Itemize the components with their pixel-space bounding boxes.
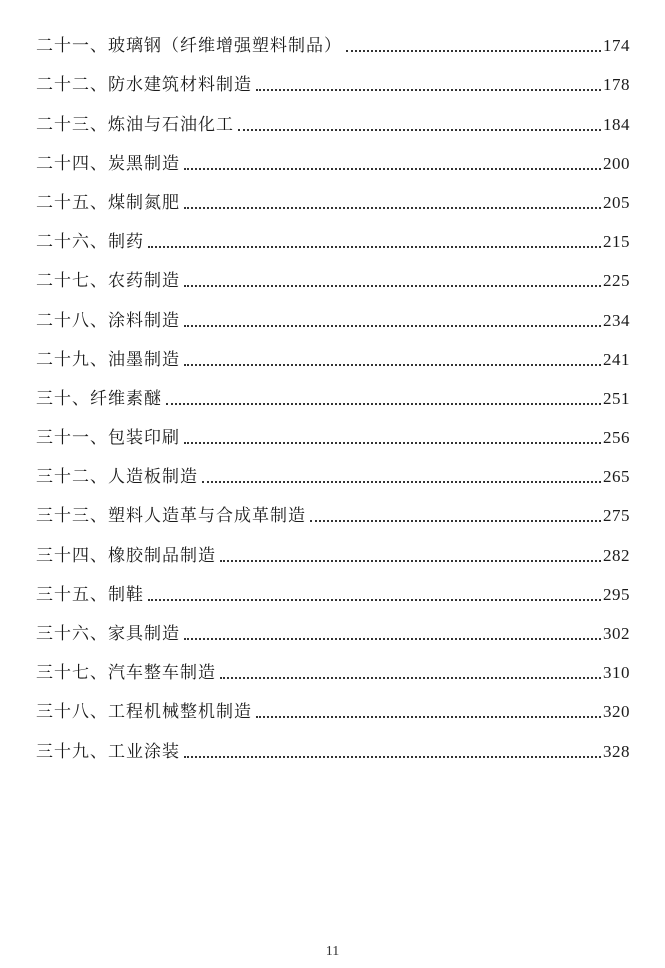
toc-entry[interactable] bbox=[36, 57, 630, 96]
toc-entry-title: 三十四、橡胶制品制造 bbox=[36, 545, 216, 566]
toc-entry-page: 265 bbox=[603, 467, 630, 487]
toc-entry-page: 225 bbox=[603, 271, 630, 291]
toc-entry-title: 三十六、家具制造 bbox=[36, 624, 180, 644]
toc-entry[interactable] bbox=[36, 18, 630, 57]
toc-entry[interactable] bbox=[36, 645, 630, 684]
toc-entry-page: 310 bbox=[603, 663, 630, 683]
toc-entry-title: 三十五、制鞋 bbox=[36, 584, 144, 605]
dot-leader bbox=[220, 677, 601, 679]
toc-entry[interactable] bbox=[36, 567, 630, 606]
toc-entry[interactable] bbox=[36, 410, 630, 449]
toc-entry-page: 215 bbox=[603, 232, 630, 252]
toc-entry-page: 184 bbox=[603, 114, 630, 134]
toc-entry[interactable] bbox=[36, 253, 630, 292]
toc-entry[interactable] bbox=[36, 96, 630, 135]
toc-entry-title: 三十、纤维素醚 bbox=[36, 388, 162, 409]
toc-entry[interactable] bbox=[36, 684, 630, 723]
toc-entry-title: 二十七、农药制造 bbox=[36, 271, 180, 292]
toc-entry-title: 二十四、炭黑制造 bbox=[36, 153, 180, 174]
toc-entry[interactable] bbox=[36, 488, 630, 527]
toc-entry-title: 二十八、涂料制造 bbox=[36, 310, 180, 331]
toc-entry-page: 302 bbox=[603, 624, 630, 643]
dot-leader bbox=[346, 50, 601, 52]
toc-entry-page: 328 bbox=[603, 741, 630, 761]
dot-leader bbox=[148, 246, 601, 248]
table-of-contents bbox=[36, 18, 630, 763]
toc-entry-page: 251 bbox=[603, 388, 630, 408]
toc-entry-page: 256 bbox=[603, 428, 630, 448]
dot-leader bbox=[184, 442, 601, 444]
dot-leader bbox=[184, 364, 601, 366]
toc-entry-title: 三十二、人造板制造 bbox=[36, 467, 198, 488]
toc-entry-page: 241 bbox=[603, 349, 630, 369]
toc-entry-page: 320 bbox=[603, 702, 630, 722]
dot-leader bbox=[184, 285, 601, 287]
dot-leader bbox=[256, 89, 601, 91]
dot-leader bbox=[238, 129, 601, 131]
dot-leader bbox=[148, 599, 601, 601]
toc-entry-title: 二十五、煤制氮肥 bbox=[36, 192, 180, 213]
footer-page-number: 11 bbox=[325, 944, 340, 959]
toc-entry[interactable] bbox=[36, 449, 630, 488]
dot-leader bbox=[202, 481, 601, 483]
toc-entry-title: 三十九、工业涂装 bbox=[36, 741, 180, 762]
toc-entry[interactable] bbox=[36, 332, 630, 371]
dot-leader bbox=[310, 520, 601, 522]
dot-leader bbox=[184, 168, 601, 170]
toc-entry[interactable] bbox=[36, 371, 630, 410]
toc-entry-page: 295 bbox=[603, 584, 630, 604]
toc-entry-title: 二十九、油墨制造 bbox=[36, 349, 180, 370]
toc-entry-title: 二十二、防水建筑材料制造 bbox=[36, 75, 252, 96]
toc-entry-page: 205 bbox=[603, 192, 630, 212]
toc-entry[interactable] bbox=[36, 175, 630, 214]
dot-leader bbox=[166, 403, 601, 405]
toc-entry[interactable] bbox=[36, 606, 630, 645]
dot-leader bbox=[184, 756, 601, 758]
toc-entry-title: 二十六、制药 bbox=[36, 232, 144, 253]
dot-leader bbox=[184, 325, 601, 327]
toc-entry[interactable] bbox=[36, 136, 630, 175]
toc-entry-title: 三十七、汽车整车制造 bbox=[36, 663, 216, 684]
toc-entry-page: 174 bbox=[603, 36, 630, 56]
toc-entry-title: 三十三、塑料人造革与合成革制造 bbox=[36, 506, 306, 527]
dot-leader bbox=[184, 207, 601, 209]
dot-leader bbox=[220, 560, 601, 562]
toc-entry-title: 三十八、工程机械整机制造 bbox=[36, 702, 252, 723]
toc-entry[interactable] bbox=[36, 292, 630, 331]
dot-leader bbox=[184, 638, 601, 640]
dot-leader bbox=[256, 716, 601, 718]
toc-entry-page: 200 bbox=[603, 153, 630, 173]
toc-entry[interactable] bbox=[36, 527, 630, 566]
toc-entry-title: 三十一、包装印刷 bbox=[36, 428, 180, 449]
toc-entry[interactable] bbox=[36, 723, 630, 762]
toc-entry-title: 二十一、玻璃钢（纤维增强塑料制品） bbox=[36, 36, 342, 57]
toc-entry-page: 178 bbox=[603, 75, 630, 95]
toc-entry-page: 234 bbox=[603, 310, 630, 330]
toc-entry-page: 282 bbox=[603, 545, 630, 565]
toc-entry-page: 275 bbox=[603, 506, 630, 526]
toc-entry[interactable] bbox=[36, 214, 630, 253]
toc-entry-title: 二十三、炼油与石油化工 bbox=[36, 114, 234, 135]
